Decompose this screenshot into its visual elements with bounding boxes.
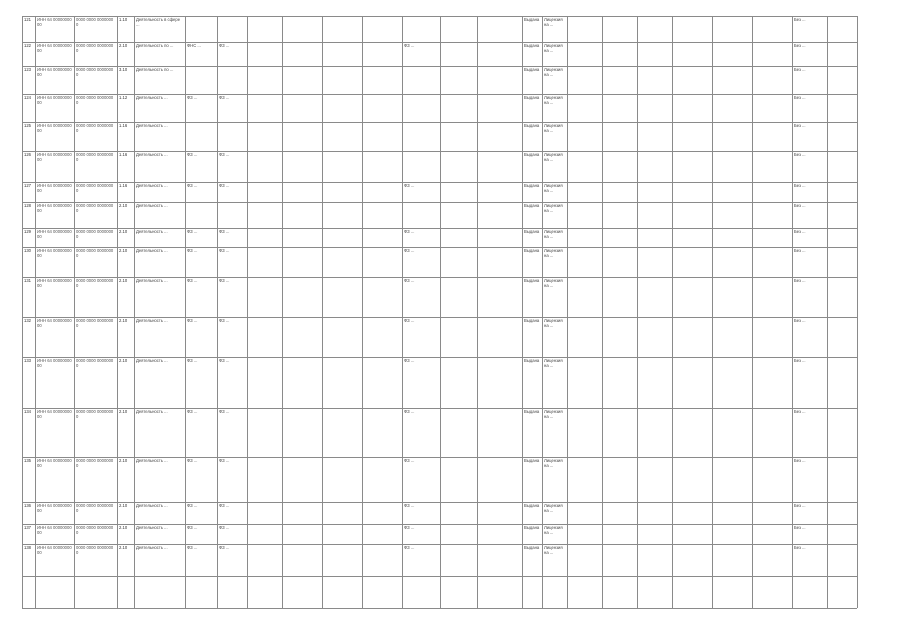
table-cell-id: ИНН 64 00000000 00 [37,545,73,556]
table-cell-no: 138 [24,545,31,550]
table-cell-id: ИНН 64 00000000 00 [37,123,73,134]
table-cell-note7: Без ... [794,67,806,72]
table-cell-no: 135 [24,458,31,463]
table-cell-note7: Без ... [794,43,806,48]
table-cell-subject: Деятельность ... [136,503,168,508]
table-cell-note1: Лицензия на ... [544,358,564,369]
table-cell-id: ИНН 64 00000000 00 [37,183,73,194]
table-cell-doc [402,151,440,182]
table-cell-subject: Деятельность ... [136,318,168,323]
table-column-divider [827,16,828,608]
table-cell-no: 125 [24,123,31,128]
table-cell-id: ИНН 64 00000000 00 [37,67,73,78]
table-cell-note1: Лицензия на ... [544,458,564,469]
table-cell-form: ФЗ ... [187,183,198,188]
table-cell-sec: 2.10 [119,358,128,363]
table-cell-id: ИНН 64 00000000 00 [37,358,73,369]
table-cell-sec: 2.10 [119,545,128,550]
table-cell-form [185,122,217,151]
table-cell-note1: Лицензия на ... [544,67,564,78]
table-cell-no: 127 [24,183,31,188]
table-column-divider [857,16,858,608]
table-cell-code: 0000 0000 00000000 [76,458,114,469]
table-cell-code: 0000 0000 00000000 [76,545,114,556]
table-column-divider [712,16,713,608]
table-cell-note1: Лицензия на ... [544,545,564,556]
table-cell-note7: Без ... [794,248,806,253]
table-cell-code: 0000 0000 00000000 [76,278,114,289]
table-cell-note1: Лицензия на ... [544,203,564,214]
table-cell-status: Выдана [524,278,540,283]
table-cell-subject: Деятельность ... [136,545,168,550]
table-cell-note7: Без ... [794,318,806,323]
table-cell-sec: 1.12 [119,95,128,100]
table-cell-note7: Без ... [794,183,806,188]
table-cell-subject: Деятельность ... [136,152,168,157]
table-cell-id: ИНН 64 00000000 00 [37,152,73,163]
table-cell-subject: Деятельность ... [136,123,168,128]
table-cell-doc: ФЗ ... [404,248,415,253]
table-cell-form: ФЗ ... [187,278,198,283]
table-cell-form: ФЗ ... [187,458,198,463]
table-column-divider [247,16,248,608]
table-cell-doc [402,122,440,151]
table-cell-form: ФЗ ... [187,503,198,508]
table-cell-note7: Без ... [794,545,806,550]
table-row-divider [22,608,857,609]
table-cell-code: 0000 0000 00000000 [76,17,114,28]
table-cell-code: 0000 0000 00000000 [76,123,114,134]
table-cell-form: ФЗ ... [187,525,198,530]
table-cell-status: Выдана [524,318,540,323]
table-cell-code: 0000 0000 00000000 [76,203,114,214]
table-cell-no: 132 [24,318,31,323]
table-cell-form: ФЗ ... [187,229,198,234]
table-cell-code: 0000 0000 00000000 [76,183,114,194]
table-cell-item [217,16,247,42]
table-cell-code: 0000 0000 00000000 [76,503,114,514]
table-cell-note1: Лицензия на ... [544,525,564,536]
table-cell-doc: ФЗ ... [404,409,415,414]
table-cell-subject: Деятельность ... [136,203,168,208]
table-cell-note7: Без ... [794,525,806,530]
table-cell-sec: 2.10 [119,203,128,208]
table-cell-status: Выдана [524,525,540,530]
table-cell-id: ИНН 64 00000000 00 [37,95,73,106]
table-cell-no: 134 [24,409,31,414]
table-cell-form: ФЗ ... [187,95,198,100]
table-cell-sec: 2.10 [119,229,128,234]
table-cell-doc: ФЗ ... [404,503,415,508]
table-cell-form: ФЗ ... [187,248,198,253]
table-cell-status: Выдана [524,358,540,363]
table-column-divider [672,16,673,608]
table-cell-note7: Без ... [794,152,806,157]
table-cell-code: 0000 0000 00000000 [76,525,114,536]
table-cell-note1: Лицензия на ... [544,503,564,514]
table-cell-subject: Деятельность ... [136,183,168,188]
table-column-divider [602,16,603,608]
table-cell-sec: 3.10 [119,67,128,72]
table-cell-note7: Без ... [794,17,806,22]
table-cell-sec: 1.10 [119,17,128,22]
table-cell-doc: ФЗ ... [404,358,415,363]
table-cell-item: ФЗ ... [219,318,230,323]
table-column-divider [282,16,283,608]
table-cell-sec: 2.10 [119,503,128,508]
table-cell-subject: Деятельность по ... [136,43,174,48]
table-cell-code: 0000 0000 00000000 [76,358,114,369]
table-cell-id: ИНН 64 00000000 00 [37,203,73,214]
table-cell-item: ФЗ ... [219,152,230,157]
table-cell-item: ФЗ ... [219,43,230,48]
table-cell-note1: Лицензия на ... [544,123,564,134]
table-cell-id: ИНН 64 00000000 00 [37,318,73,329]
table-cell-no: 136 [24,503,31,508]
table-cell-status: Выдана [524,248,540,253]
table-cell-sec: 2.10 [119,278,128,283]
table-cell-form: ФЗ ... [187,545,198,550]
table-cell-id: ИНН 64 00000000 00 [37,248,73,259]
table-column-divider [567,16,568,608]
table-cell-item: ФЗ ... [219,525,230,530]
table-cell-no: 122 [24,43,31,48]
table-cell-note1: Лицензия на ... [544,278,564,289]
table-cell-doc [402,16,440,42]
table-cell-id: ИНН 64 00000000 00 [37,17,73,28]
table-column-divider [477,16,478,608]
table-cell-subject: Деятельность ... [136,229,168,234]
table-cell-no: 133 [24,358,31,363]
table-cell-status: Выдана [524,458,540,463]
table-cell-doc: ФЗ ... [404,229,415,234]
table-cell-subject: Деятельность ... [136,458,168,463]
table-cell-note7: Без ... [794,409,806,414]
table-cell-note1: Лицензия на ... [544,43,564,54]
table-cell-code: 0000 0000 00000000 [76,229,114,240]
table-cell-doc: ФЗ ... [404,525,415,530]
table-cell-code: 0000 0000 00000000 [76,95,114,106]
table-cell-item: ФЗ ... [219,229,230,234]
table-cell-item: ФЗ ... [219,248,230,253]
table-cell-sec: 1.16 [119,152,128,157]
table-cell-sec: 2.10 [119,409,128,414]
table-cell-subject: Деятельность ... [136,409,168,414]
table-cell-no: 137 [24,525,31,530]
table-cell-doc: ФЗ ... [404,278,415,283]
table-cell-status: Выдана [524,409,540,414]
table-cell-subject: Деятельность ... [136,525,168,530]
table-cell-note1: Лицензия на ... [544,229,564,240]
table-cell-code: 0000 0000 00000000 [76,409,114,420]
table-cell-note1: Лицензия на ... [544,17,564,28]
table-cell-id: ИНН 64 00000000 00 [37,278,73,289]
table-cell-sec: 2.10 [119,525,128,530]
table-row-divider [22,576,857,577]
table-cell-item [217,202,247,228]
table-column-divider [362,16,363,608]
table-cell-status: Выдана [524,17,540,22]
table-cell-item: ФЗ ... [219,409,230,414]
table-cell-note1: Лицензия на ... [544,318,564,329]
table-cell-sec: 1.16 [119,123,128,128]
table-cell-doc: ФЗ ... [404,545,415,550]
table-cell-item [217,66,247,94]
table-cell-doc: ФЗ ... [404,183,415,188]
table-cell-note1: Лицензия на ... [544,95,564,106]
table-cell-subject: Деятельность ... [136,278,168,283]
table-cell-status: Выдана [524,43,540,48]
table-cell-code: 0000 0000 00000000 [76,318,114,329]
table-cell-no: 128 [24,203,31,208]
table-cell-id: ИНН 64 00000000 00 [37,503,73,514]
table-cell-subject: Деятельность ... [136,95,168,100]
table-cell-code: 0000 0000 00000000 [76,43,114,54]
table-cell-item: ФЗ ... [219,503,230,508]
table-cell-item: ФЗ ... [219,183,230,188]
table-cell-no: 129 [24,229,31,234]
table-cell-sec: 2.10 [119,318,128,323]
table-cell-code: 0000 0000 00000000 [76,152,114,163]
table-cell-doc [402,66,440,94]
table-cell-doc: ФЗ ... [404,43,415,48]
table-cell-form: ФЗ ... [187,152,198,157]
table-cell-subject: Деятельность ... [136,358,168,363]
table-cell-status: Выдана [524,67,540,72]
table-cell-item: ФЗ ... [219,95,230,100]
table-cell-id: ИНН 64 00000000 00 [37,229,73,240]
table-cell-item: ФЗ ... [219,458,230,463]
table-cell-status: Выдана [524,152,540,157]
table-cell-item [217,122,247,151]
table-column-divider [440,16,441,608]
table-cell-status: Выдана [524,545,540,550]
table-cell-status: Выдана [524,123,540,128]
table-cell-code: 0000 0000 00000000 [76,67,114,78]
table-cell-sec: 1.16 [119,183,128,188]
table-cell-form: ФЗ ... [187,318,198,323]
table-cell-doc: ФЗ ... [404,458,415,463]
table-cell-status: Выдана [524,503,540,508]
table-cell-id: ИНН 64 00000000 00 [37,43,73,54]
table-cell-note7: Без ... [794,458,806,463]
table-cell-form [185,202,217,228]
table-cell-note7: Без ... [794,95,806,100]
table-cell-subject: Деятельность в сфере ... [136,17,182,28]
table-cell-subject: Деятельность ... [136,248,168,253]
table-cell-note7: Без ... [794,278,806,283]
table-cell-no: 121 [24,17,31,22]
table-cell-id: ИНН 64 00000000 00 [37,458,73,469]
table-cell-note7: Без ... [794,123,806,128]
table-cell-form [185,66,217,94]
table-cell-no: 131 [24,278,31,283]
table-cell-sec: 2.10 [119,43,128,48]
table-cell-note1: Лицензия на ... [544,152,564,163]
table-cell-note1: Лицензия на ... [544,183,564,194]
table-cell-note7: Без ... [794,229,806,234]
table-cell-note1: Лицензия на ... [544,248,564,259]
table-cell-status: Выдана [524,183,540,188]
table-cell-code: 0000 0000 00000000 [76,248,114,259]
table-cell-form: ФЗ ... [187,409,198,414]
table-cell-item: ФЗ ... [219,278,230,283]
table-cell-note7: Без ... [794,203,806,208]
table-cell-no: 124 [24,95,31,100]
table-cell-status: Выдана [524,95,540,100]
table-cell-no: 123 [24,67,31,72]
table-cell-no: 130 [24,248,31,253]
table-cell-no: 126 [24,152,31,157]
table-cell-doc [402,94,440,122]
table-column-divider [637,16,638,608]
table-cell-status: Выдана [524,229,540,234]
table-cell-sec: 2.10 [119,248,128,253]
table-cell-status: Выдана [524,203,540,208]
table-cell-item: ФЗ ... [219,545,230,550]
table-column-divider [752,16,753,608]
table-cell-form: ФЗ ... [187,358,198,363]
table-column-divider [322,16,323,608]
table-cell-form [185,16,217,42]
table-cell-sec: 2.10 [119,458,128,463]
table-cell-item: ФЗ ... [219,358,230,363]
table-cell-id: ИНН 64 00000000 00 [37,409,73,420]
table-cell-note1: Лицензия на ... [544,409,564,420]
table-cell-doc: ФЗ ... [404,318,415,323]
table-cell-note7: Без ... [794,358,806,363]
table-cell-subject: Деятельность по ... [136,67,174,72]
table-cell-id: ИНН 64 00000000 00 [37,525,73,536]
table-cell-doc [402,202,440,228]
table-cell-form: ФНС ... [187,43,201,48]
table-cell-note7: Без ... [794,503,806,508]
